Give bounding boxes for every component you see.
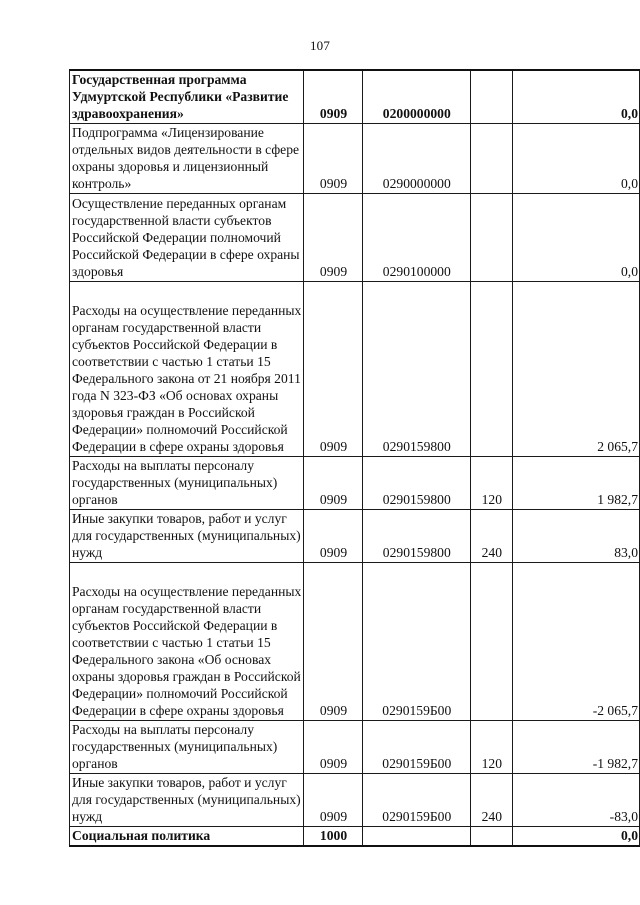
table-row [70,457,640,510]
row-name: Осуществление переданных органам государственной власти субъектов Российской Федерации полномочий Российской Федерации в сфере охраны здоровья [70,194,304,282]
row-amount: 2 065,7 [512,282,639,457]
row-section-code: 0909 [304,457,363,510]
row-section-code: 0909 [304,510,363,563]
row-target-code: 0290000000 [362,124,470,194]
row-name: Расходы на выплаты персоналу государственных (муниципальных) органов [70,721,304,774]
row-target-code: 0290159800 [362,510,470,563]
budget-table [69,69,640,847]
row-amount: 0,0 [512,194,639,282]
row-target-code: 0290159Б00 [362,721,470,774]
row-target-code [362,827,470,847]
row-section-code: 0909 [304,774,363,827]
row-section-code: 0909 [304,124,363,194]
row-name: Расходы на осуществление переданных органам государственной власти субъектов Российской Федерации в соответствии с частью 1 статьи 15 Федерального закона «Об основах охраны здоровья граждан в Российской Федерации» полномочий Российской Федерации в сфере охраны здоровья [70,563,304,721]
row-name: Подпрограмма «Лицензирование отдельных видов деятельности в сфере охраны здоровья и лицензионный контроль» [70,124,304,194]
row-target-code: 0290159Б00 [362,563,470,721]
row-section-code: 0909 [304,721,363,774]
row-target-code: 0290159Б00 [362,774,470,827]
table-row [70,282,640,457]
table-row [70,124,640,194]
table-row [70,827,640,847]
row-target-code: 0200000000 [362,70,470,124]
row-amount: -83,0 [512,774,639,827]
row-name: Государственная программа Удмуртской Республики «Развитие здравоохранения» [70,70,304,124]
row-section-code: 0909 [304,194,363,282]
row-expense-type [470,70,512,124]
row-expense-type: 120 [470,457,512,510]
row-amount: 0,0 [512,124,639,194]
table-row [70,721,640,774]
row-section-code: 0909 [304,282,363,457]
row-amount: 0,0 [512,827,639,847]
row-name: Социальная политика [70,827,304,847]
row-section-code: 1000 [304,827,363,847]
row-expense-type: 240 [470,510,512,563]
row-name: Расходы на выплаты персоналу государственных (муниципальных) органов [70,457,304,510]
row-expense-type [470,124,512,194]
row-expense-type [470,282,512,457]
row-amount: 0,0 [512,70,639,124]
row-name: Расходы на осуществление переданных органам государственной власти субъектов Российской Федерации в соответствии с частью 1 статьи 15 Федерального закона от 21 ноября 2011 года N 323-ФЗ «Об основах охраны здоровья граждан в Российской Федерации» полномочий Российской Федерации в сфере охраны здоровья [70,282,304,457]
row-section-code: 0909 [304,563,363,721]
row-target-code: 0290159800 [362,457,470,510]
row-amount: -1 982,7 [512,721,639,774]
row-amount: 1 982,7 [512,457,639,510]
row-name: Иные закупки товаров, работ и услуг для государственных (муниципальных) нужд [70,510,304,563]
row-expense-type [470,194,512,282]
row-target-code: 0290159800 [362,282,470,457]
row-expense-type [470,827,512,847]
table-row [70,70,640,124]
table-row [70,563,640,721]
table-row [70,510,640,563]
row-section-code: 0909 [304,70,363,124]
row-amount: 83,0 [512,510,639,563]
table-row [70,194,640,282]
page-number: 107 [309,38,331,53]
table-row [70,774,640,827]
row-expense-type: 120 [470,721,512,774]
row-target-code: 0290100000 [362,194,470,282]
row-name: Иные закупки товаров, работ и услуг для государственных (муниципальных) нужд [70,774,304,827]
row-expense-type: 240 [470,774,512,827]
row-expense-type [470,563,512,721]
row-amount: -2 065,7 [512,563,639,721]
